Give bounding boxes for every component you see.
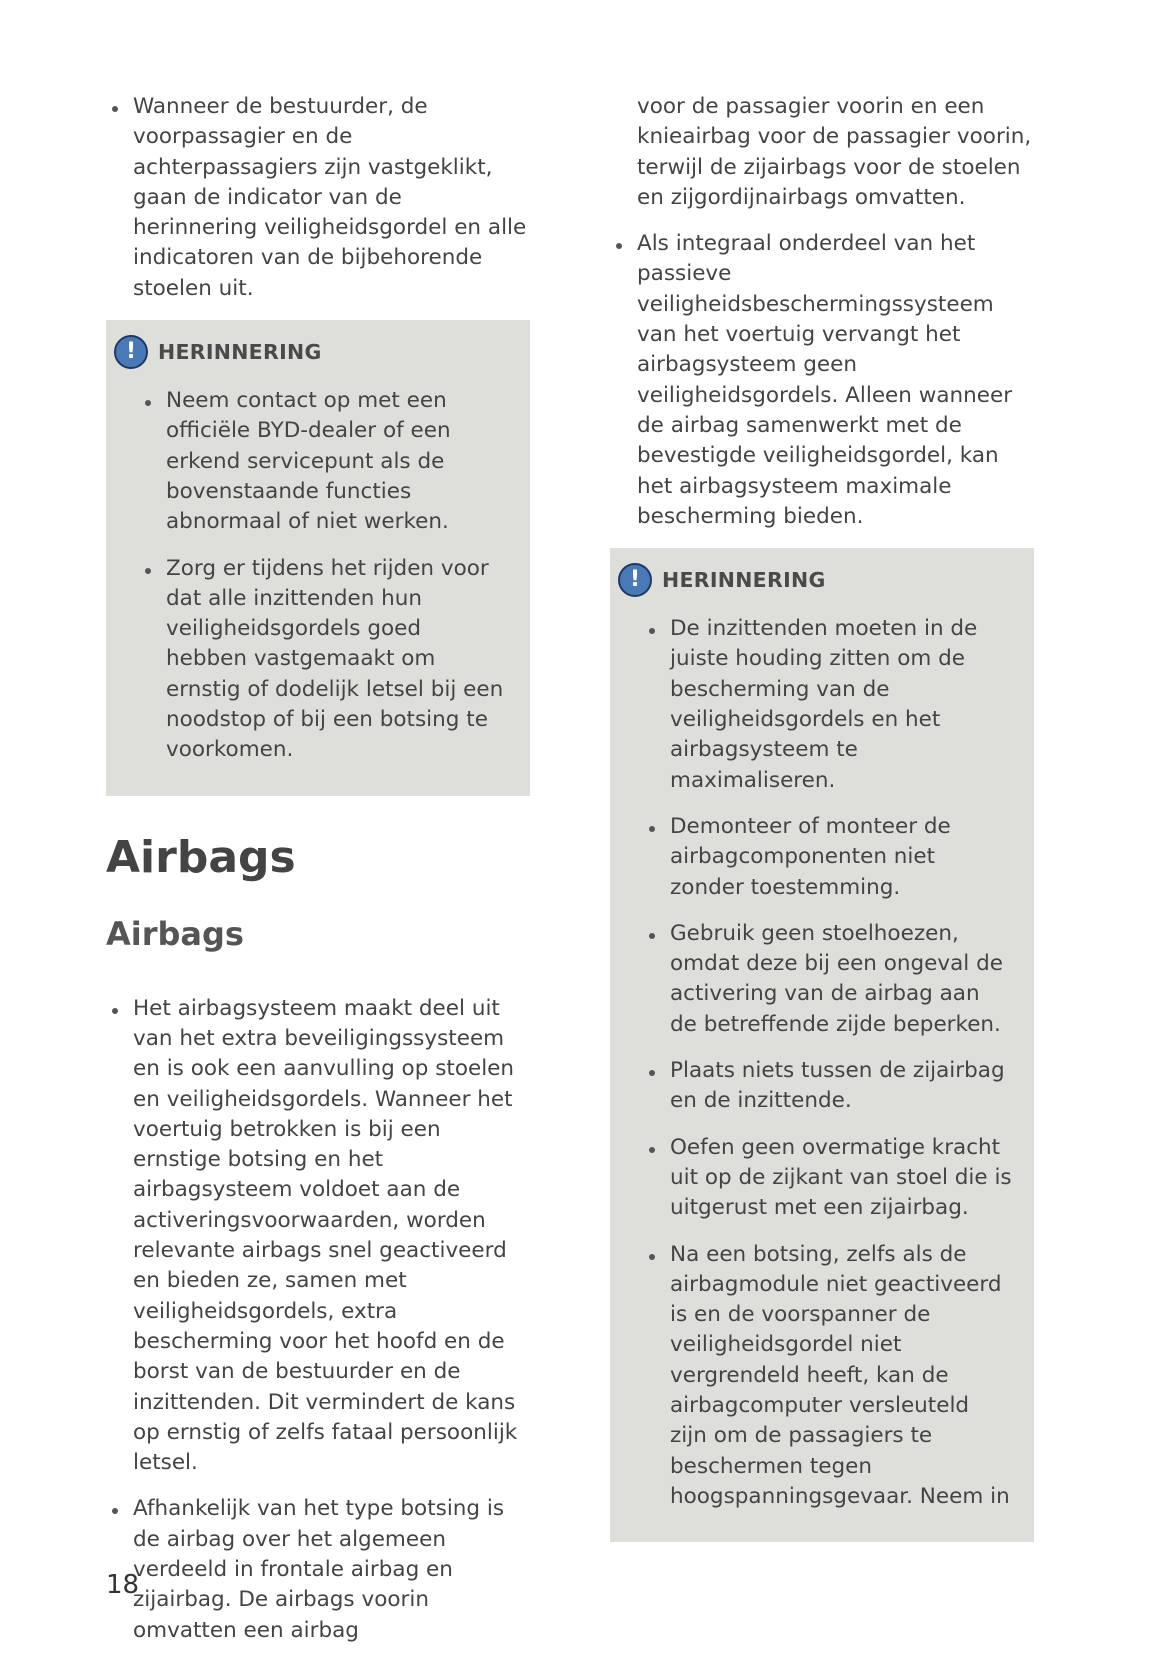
reminder-header xyxy=(618,560,1012,600)
exclamation-icon: ! xyxy=(114,335,148,369)
page-number: 18 xyxy=(106,1570,140,1600)
list-item: Zorg er tijdens het rijden voor dat alle inzittenden hun veiligheidsgordels goed hebben vastgemaakt om ernstig of dodelijk letsel bij een noodstop of bij een botsing te voorkomen. xyxy=(139,554,508,766)
reminder-box xyxy=(610,548,1034,1542)
list-item: Afhankelijk van het type botsing is de airbag over het algemeen verdeeld in frontale airbag en zijairbag. De airbags voorin omvatten een airbag xyxy=(106,1494,530,1645)
airbag-list-continued xyxy=(610,229,1034,532)
right-column xyxy=(610,92,1034,1558)
airbag-list xyxy=(106,994,530,1646)
list-item: Plaats niets tussen de zijairbag en de inzittende. xyxy=(643,1056,1012,1117)
list-item: Gebruik geen stoelhoezen, omdat deze bij een ongeval de activering van de airbag aan de betreffende zijde beperken. xyxy=(643,919,1012,1040)
subsection-heading: Airbags xyxy=(106,914,244,953)
list-item: Na een botsing, zelfs als de airbagmodule niet geactiveerd is en de voorspanner de veiligheidsgordel niet vergrendeld heeft, kan de airbagcomputer versleuteld zijn om de passagiers te beschermen tegen hoogspanningsgevaar. Neem in xyxy=(643,1240,1012,1513)
exclamation-icon: ! xyxy=(618,563,652,597)
list-item: Demonteer of monteer de airbagcomponenten niet zonder toestemming. xyxy=(643,812,1012,903)
list-item: De inzittenden moeten in de juiste houding zitten om de bescherming van de veiligheidsgordels en het airbagsysteem te maximaliseren. xyxy=(643,614,1012,796)
reminder-box xyxy=(106,320,530,796)
continued-paragraph: voor de passagier voorin en een knieairbag voor de passagier voorin, terwijl de zijairbags voor de stoelen en zijgordijnairbags omvatten. xyxy=(637,94,1032,210)
reminder-title: HERINNERING xyxy=(662,568,826,593)
list-item: Wanneer de bestuurder, de voorpassagier en de achterpassagiers zijn vastgeklikt, gaan de indicator van de herinnering veiligheidsgordel en alle indicatoren van de bijbehorende stoelen uit. xyxy=(106,92,530,304)
reminder-list xyxy=(618,614,1012,1512)
list-item: Neem contact op met een officiële BYD-dealer of een erkend servicepunt als de bovenstaande functies abnormaal of niet werken. xyxy=(139,386,508,537)
list-item: Als integraal onderdeel van het passieve veiligheidsbeschermingssysteem van het voertuig vervangt het airbagsysteem geen veiligheidsgordels. Alleen wanneer de airbag samenwerkt met de bevestigde veiligheidsgordel, kan het airbagsysteem maximale bescherming bieden. xyxy=(610,229,1034,532)
section-heading: Airbags xyxy=(106,831,296,883)
left-column xyxy=(106,92,530,1662)
list-item: Oefen geen overmatige kracht uit op de zijkant van stoel die is uitgerust met een zijairbag. xyxy=(643,1133,1012,1224)
reminder-header xyxy=(114,332,508,372)
reminder-title: HERINNERING xyxy=(158,340,322,365)
list-item: Het airbagsysteem maakt deel uit van het extra beveiligingssysteem en is ook een aanvulling op stoelen en veiligheidsgordels. Wanneer het voertuig betrokken is bij een ernstige botsing en het airbagsysteem voldoet aan de activeringsvoorwaarden, worden relevante airbags snel geactiveerd en bieden ze, samen met veiligheidsgordels, extra bescherming voor het hoofd en de borst van de bestuurder en de inzittenden. Dit vermindert de kans op ernstig of zelfs fataal persoonlijk letsel. xyxy=(106,994,530,1479)
reminder-list xyxy=(114,386,508,766)
intro-list xyxy=(106,92,530,304)
